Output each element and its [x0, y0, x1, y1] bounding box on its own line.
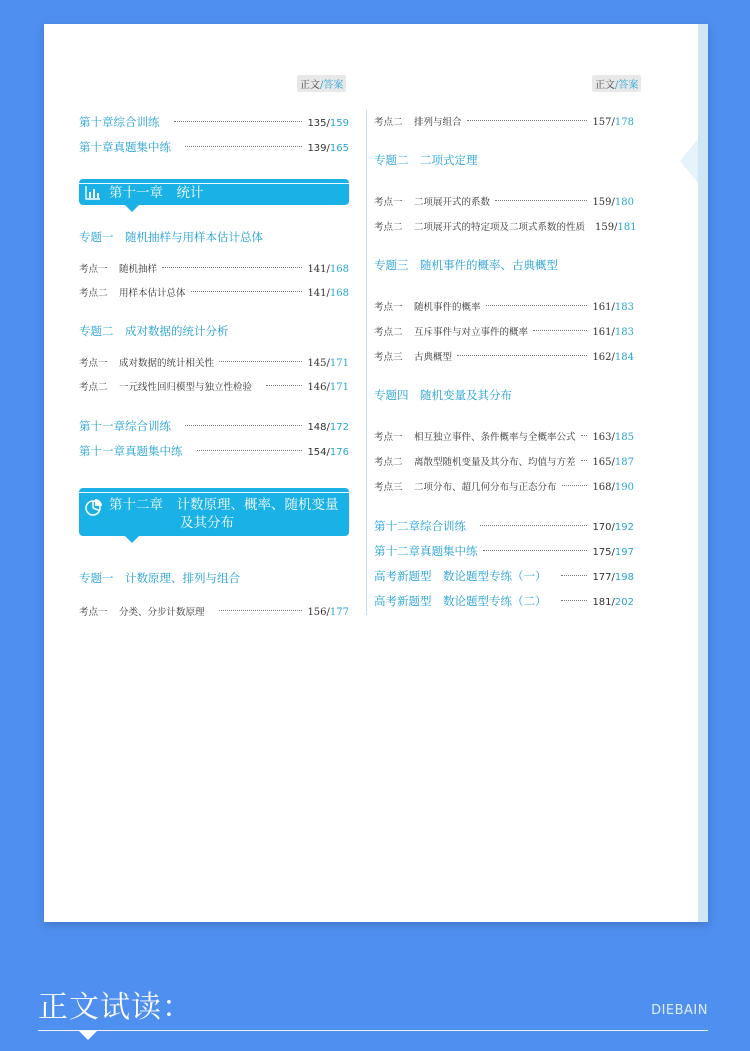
section-title: 正文试读： — [38, 990, 193, 1025]
leader-dots — [533, 330, 587, 331]
point-number: 考点三 — [374, 352, 403, 363]
document-page — [44, 24, 708, 922]
chapter-12-band — [79, 488, 349, 536]
page-number: 141 — [307, 288, 327, 299]
leader-dots — [561, 575, 588, 576]
topic-heading: 专题一 计数原理、排列与组合 — [79, 571, 240, 585]
entry-title: 成对数据的统计相关性 — [119, 358, 215, 369]
entry-title: 第十章综合训练 — [79, 115, 160, 129]
page-number: 139 — [307, 143, 327, 154]
page-ref: 141/168 — [307, 288, 349, 299]
point-number: 考点二 — [374, 117, 403, 128]
page-number: 177 — [592, 572, 612, 583]
tag-main-text: 正文 — [300, 80, 320, 91]
point-number: 考点二 — [79, 288, 108, 299]
band-pointer — [125, 536, 139, 543]
page-number: 162 — [592, 352, 612, 363]
page-number: 159 — [592, 197, 612, 208]
answer-page: 159 — [329, 118, 349, 129]
answer-page: 178 — [614, 117, 634, 128]
page-number: 163 — [592, 432, 612, 443]
entry-title: 古典概型 — [414, 352, 453, 363]
point-number: 考点一 — [374, 197, 403, 208]
leader-dots — [219, 610, 303, 611]
toc-entry-ch10-exam[interactable] — [79, 139, 349, 153]
toc-entry-point[interactable] — [79, 604, 349, 617]
toc-entry-point[interactable] — [374, 454, 634, 467]
entry-title: 第十一章真题集中练 — [79, 444, 183, 458]
toc-entry-new-type-1[interactable] — [374, 568, 634, 582]
toc-entry-point[interactable] — [79, 355, 349, 368]
answer-page: 187 — [614, 457, 634, 468]
entry-title: 排列与组合 — [414, 117, 462, 128]
page-ref: 139/165 — [307, 143, 349, 154]
toc-entry-ch11-exam[interactable] — [79, 443, 349, 457]
topic-heading: 专题二 成对数据的统计分析 — [79, 324, 229, 338]
answer-page: 183 — [614, 302, 634, 313]
brand-text: DIEBAIN — [651, 1003, 708, 1018]
answer-page: 165 — [329, 143, 349, 154]
toc-entry-point[interactable] — [79, 285, 349, 298]
answer-page: 197 — [614, 547, 634, 558]
page-number: 170 — [592, 522, 612, 533]
entry-title: 第十二章真题集中练 — [374, 544, 478, 558]
entry-title: 随机事件的概率 — [414, 302, 481, 313]
page-number: 156 — [307, 607, 327, 618]
tag-main-text: 正文 — [595, 80, 615, 91]
leader-dots — [483, 550, 588, 551]
page-ref: 181/202 — [592, 597, 634, 608]
leader-dots — [562, 485, 588, 486]
entry-title: 随机抽样 — [119, 264, 158, 275]
leader-dots — [581, 435, 588, 436]
toc-entry-point[interactable] — [79, 379, 349, 392]
point-number: 考点二 — [79, 382, 108, 393]
page-ref: 141/168 — [307, 264, 349, 275]
page-ref: 165/187 — [592, 457, 634, 468]
point-number: 考点一 — [79, 264, 108, 275]
tag-answer-text: 答案 — [323, 80, 344, 91]
page-number: 168 — [592, 482, 612, 493]
toc-entry-point[interactable] — [374, 219, 637, 233]
leader-dots — [219, 361, 302, 362]
toc-entry-point[interactable] — [374, 299, 634, 312]
entry-title: 离散型随机变量及其分布、均值与方差 — [414, 457, 576, 468]
answer-page: 198 — [614, 572, 634, 583]
bar-chart-icon — [85, 185, 101, 204]
leader-dots — [467, 120, 588, 121]
answer-page: 190 — [614, 482, 634, 493]
answer-page: 172 — [329, 422, 349, 433]
leader-dots — [581, 460, 588, 461]
toc-entry-ch11-train[interactable] — [79, 418, 349, 432]
tag-answer-text: 答案 — [618, 80, 639, 91]
page-ref: 175/197 — [592, 547, 634, 558]
page-number: 141 — [307, 264, 327, 275]
column-divider — [366, 110, 367, 615]
entry-title: 高考新题型 数论题型专练（一） — [374, 569, 547, 583]
page-number: 135 — [307, 118, 327, 129]
page-ref: 145/171 — [307, 358, 349, 369]
chapter-title: 第十一章 统计 — [109, 185, 204, 201]
page-ref: 135/159 — [307, 118, 349, 129]
leader-dots — [174, 121, 303, 122]
section-underline — [38, 1030, 708, 1031]
leader-dots — [266, 385, 302, 386]
entry-title: 用样本估计总体 — [119, 288, 186, 299]
toc-entry-ch10-train[interactable] — [79, 114, 349, 128]
section-pointer — [79, 1031, 97, 1040]
leader-dots — [495, 200, 587, 201]
page-number: 145 — [307, 358, 327, 369]
page-number: 165 — [592, 457, 612, 468]
topic-heading: 专题二 二项式定理 — [374, 153, 478, 167]
leader-dots — [457, 355, 587, 356]
answer-page: 181 — [617, 222, 637, 233]
page-ref: 161/183 — [592, 327, 634, 338]
page-number: 159 — [595, 222, 615, 233]
toc-entry-point[interactable] — [79, 261, 349, 274]
page-tag-right — [592, 75, 641, 92]
answer-page: 183 — [614, 327, 634, 338]
toc-entry-ch12-exam[interactable] — [374, 543, 634, 557]
entry-title: 高考新题型 数论题型专练（二） — [374, 594, 547, 608]
point-number: 考点一 — [374, 432, 403, 443]
answer-page: 168 — [329, 288, 349, 299]
page-edge-tab — [680, 139, 698, 183]
entry-title: 相互独立事件、条件概率与全概率公式 — [414, 432, 576, 443]
page-ref: 161/183 — [592, 302, 634, 313]
page-tag-left — [297, 75, 346, 92]
page-ref: 146/171 — [307, 382, 349, 393]
page-ref: 177/198 — [592, 572, 634, 583]
toc-entry-point[interactable] — [374, 349, 634, 362]
tag-sep-text: / — [320, 80, 324, 91]
entry-title: 一元线性回归模型与独立性检验 — [119, 382, 253, 393]
page-ref: 148/172 — [307, 422, 349, 433]
page-ref: 170/192 — [592, 522, 634, 533]
answer-page: 176 — [329, 447, 349, 458]
entry-title: 二项展开式的系数 — [414, 197, 491, 208]
page-number: 157 — [592, 117, 612, 128]
topic-heading: 专题三 随机事件的概率、古典概型 — [374, 258, 558, 272]
entry-title: 二项分布、超几何分布与正态分布 — [414, 482, 557, 493]
toc-entry-point[interactable] — [374, 194, 634, 207]
entry-title: 第十二章综合训练 — [374, 519, 466, 533]
page-ref: 162/184 — [592, 352, 634, 363]
page-ref: 159/181 — [595, 222, 637, 233]
leader-dots — [162, 267, 302, 268]
leader-dots — [561, 600, 588, 601]
page-ref: 168/190 — [592, 482, 634, 493]
page-edge-strip — [698, 24, 708, 922]
entry-title: 二项展开式的特定项及二项式系数的性质 — [414, 222, 586, 233]
point-number: 考点三 — [374, 482, 403, 493]
page-number: 146 — [307, 382, 327, 393]
page-number: 181 — [592, 597, 612, 608]
toc-entry-ch12-train[interactable] — [374, 518, 634, 532]
leader-dots — [185, 146, 302, 147]
answer-page: 184 — [614, 352, 634, 363]
answer-page: 185 — [614, 432, 634, 443]
page-ref: 156/177 — [307, 607, 349, 618]
page-number: 154 — [307, 447, 327, 458]
leader-dots — [185, 425, 302, 426]
point-number: 考点二 — [374, 222, 403, 233]
chapter-title-line1: 第十二章 计数原理、概率、随机变量 — [109, 497, 339, 513]
chapter-title-line2: 及其分布 — [180, 515, 234, 531]
band-pointer — [125, 205, 139, 212]
chapter-11-band — [79, 179, 349, 205]
toc-entry-point[interactable] — [374, 324, 634, 337]
answer-page: 171 — [329, 382, 349, 393]
page-number: 148 — [307, 422, 327, 433]
toc-entry-new-type-2[interactable] — [374, 593, 634, 607]
topic-heading: 专题一 随机抽样与用样本估计总体 — [79, 230, 263, 244]
point-number: 考点一 — [79, 607, 108, 618]
point-number: 考点二 — [374, 457, 403, 468]
page-ref: 159/180 — [592, 197, 634, 208]
leader-dots — [480, 525, 587, 526]
point-number: 考点二 — [374, 327, 403, 338]
page-ref: 163/185 — [592, 432, 634, 443]
entry-title: 第十章真题集中练 — [79, 140, 171, 154]
entry-title: 第十一章综合训练 — [79, 419, 171, 433]
page-number: 175 — [592, 547, 612, 558]
point-number: 考点一 — [374, 302, 403, 313]
topic-heading: 专题四 随机变量及其分布 — [374, 388, 512, 402]
toc-entry-point[interactable] — [374, 479, 634, 492]
entry-title: 分类、分步计数原理 — [119, 607, 205, 618]
answer-page: 202 — [614, 597, 634, 608]
pie-chart-icon — [85, 498, 103, 520]
leader-dots — [486, 305, 588, 306]
page-number: 161 — [592, 327, 612, 338]
answer-page: 192 — [614, 522, 634, 533]
tag-sep-text: / — [615, 80, 619, 91]
toc-entry-point[interactable] — [374, 429, 634, 442]
leader-dots — [191, 291, 303, 292]
page-ref: 157/178 — [592, 117, 634, 128]
answer-page: 180 — [614, 197, 634, 208]
band-top-line — [79, 492, 349, 493]
entry-title: 互斥事件与对立事件的概率 — [414, 327, 529, 338]
point-number: 考点一 — [79, 358, 108, 369]
leader-dots — [197, 450, 303, 451]
answer-page: 177 — [329, 607, 349, 618]
answer-page: 171 — [329, 358, 349, 369]
answer-page: 168 — [329, 264, 349, 275]
toc-entry-point[interactable] — [374, 114, 634, 127]
page-number: 161 — [592, 302, 612, 313]
page-ref: 154/176 — [307, 447, 349, 458]
